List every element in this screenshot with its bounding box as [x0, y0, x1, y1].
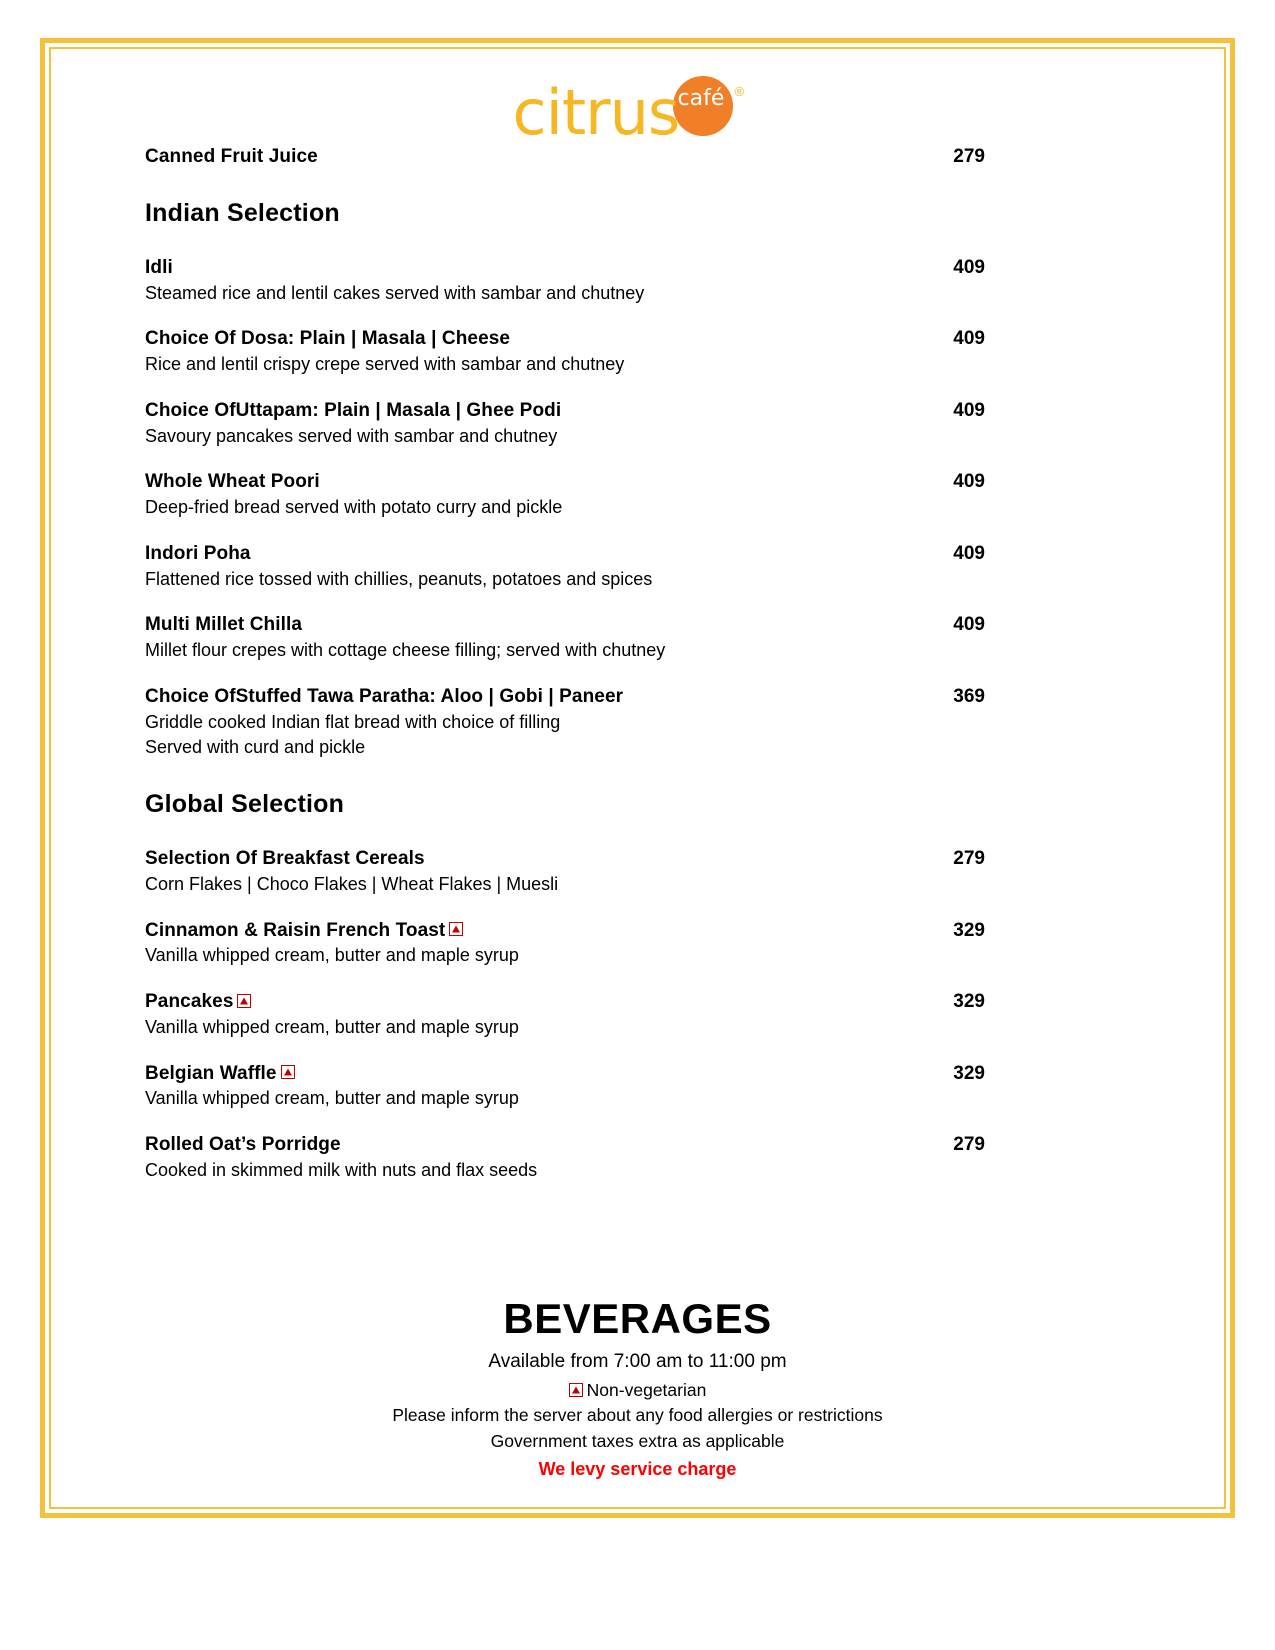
footer-tax-note: Government taxes extra as applicable [490, 1430, 785, 1451]
menu-item-description: Steamed rice and lentil cakes served with sambar and chutney [145, 282, 645, 303]
menu-item-price: 329 [953, 1062, 985, 1084]
menu-item [145, 1062, 985, 1112]
non-vegetarian-icon [237, 994, 251, 1008]
beverages-header [0, 1295, 1275, 1373]
menu-item-price: 329 [953, 991, 985, 1012]
menu-content [145, 145, 985, 1183]
beverages-title: BEVERAGES [503, 1295, 772, 1342]
menu-item-name: Rolled Oat’s Porridge [145, 1134, 341, 1155]
menu-item-price: 279 [953, 1134, 985, 1155]
menu-item-name-text: Belgian Waffle [145, 1062, 277, 1084]
menu-item-name: Canned Fruit Juice [145, 146, 318, 167]
footer-service-charge: We levy service charge [538, 1459, 737, 1480]
menu-item-description: Vanilla whipped cream, butter and maple syrup [145, 1016, 519, 1037]
menu-item-price: 409 [953, 328, 985, 350]
menu-item-name [145, 1062, 295, 1086]
menu-item-name: Choice OfStuffed Tawa Paratha: Aloo | Gobi | Paneer [145, 685, 624, 707]
menu-item-description: Corn Flakes | Choco Flakes | Wheat Flakes | Muesli [145, 873, 559, 894]
menu-item-description: Vanilla whipped cream, butter and maple syrup [145, 1088, 519, 1109]
menu-item-price: 409 [953, 256, 985, 278]
menu-item-price: 409 [953, 399, 985, 421]
menu-item-description: Griddle cooked Indian flat bread with choice of filling [145, 711, 561, 732]
footer-nonveg-label: Non-vegetarian [586, 1380, 707, 1400]
menu-item-name: Selection Of Breakfast Cereals [145, 848, 425, 869]
menu-item [145, 256, 985, 306]
menu-item [145, 327, 985, 377]
menu-item [145, 542, 985, 592]
menu-item-name: Idli [145, 256, 173, 278]
menu-item-description: Rice and lentil crispy crepe served with sambar and chutney [145, 354, 625, 374]
non-vegetarian-icon [449, 922, 463, 936]
menu-item [145, 613, 985, 663]
menu-item-name: Choice Of Dosa: Plain | Masala | Cheese [145, 328, 511, 350]
menu-item [145, 399, 985, 449]
menu-item-price: 409 [953, 614, 985, 636]
menu-item-description: Deep-fried bread served with potato curry and pickle [145, 497, 563, 517]
menu-item-name [145, 919, 463, 943]
menu-item-description: Cooked in skimmed milk with nuts and flax seeds [145, 1159, 538, 1180]
logo-mark [513, 72, 763, 152]
footer-notes [0, 1378, 1275, 1482]
menu-item [145, 847, 985, 897]
menu-item [145, 145, 985, 169]
logo-brand-text: citrus [512, 76, 680, 149]
logo-cafe-text: café [677, 86, 725, 111]
menu-item [145, 919, 985, 969]
non-vegetarian-icon [569, 1383, 583, 1397]
menu-item-name: Whole Wheat Poori [145, 471, 320, 493]
menu-item [145, 1133, 985, 1183]
menu-item [145, 990, 985, 1040]
menu-item [145, 470, 985, 520]
menu-item-price: 329 [953, 919, 985, 941]
menu-item-description: Vanilla whipped cream, butter and maple syrup [145, 945, 519, 966]
footer-nonveg-legend [0, 1378, 1275, 1403]
menu-item-price: 279 [953, 848, 985, 869]
menu-item-description: Savoury pancakes served with sambar and chutney [145, 425, 558, 446]
menu-item-price: 409 [953, 542, 985, 564]
menu-item-name-text: Pancakes [145, 991, 234, 1012]
menu-item-name: Multi Millet Chilla [145, 614, 303, 636]
logo-registered-mark: ® [734, 84, 745, 99]
menu-item-price: 369 [953, 685, 985, 707]
section-title-global-selection: Global Selection [145, 790, 345, 818]
footer-allergy-note: Please inform the server about any food allergies or restrictions [392, 1405, 883, 1426]
section-title-indian-selection: Indian Selection [145, 198, 340, 227]
non-vegetarian-icon [281, 1065, 295, 1079]
beverages-availability: Available from 7:00 am to 11:00 pm [488, 1351, 787, 1372]
menu-item-name [145, 990, 251, 1014]
menu-item-description: Flattened rice tossed with chillies, peanuts, potatoes and spices [145, 568, 653, 589]
menu-item-name-text: Cinnamon & Raisin French Toast [145, 919, 446, 941]
menu-item-price: 279 [953, 146, 985, 167]
menu-item-price: 409 [953, 471, 985, 493]
menu-item-name: Indori Poha [145, 542, 251, 564]
menu-item-description: Millet flour crepes with cottage cheese filling; served with chutney [145, 640, 666, 660]
menu-item-description-line2: Served with curd and pickle [145, 737, 366, 758]
menu-item [145, 685, 985, 760]
menu-item-name: Choice OfUttapam: Plain | Masala | Ghee Podi [145, 399, 562, 421]
